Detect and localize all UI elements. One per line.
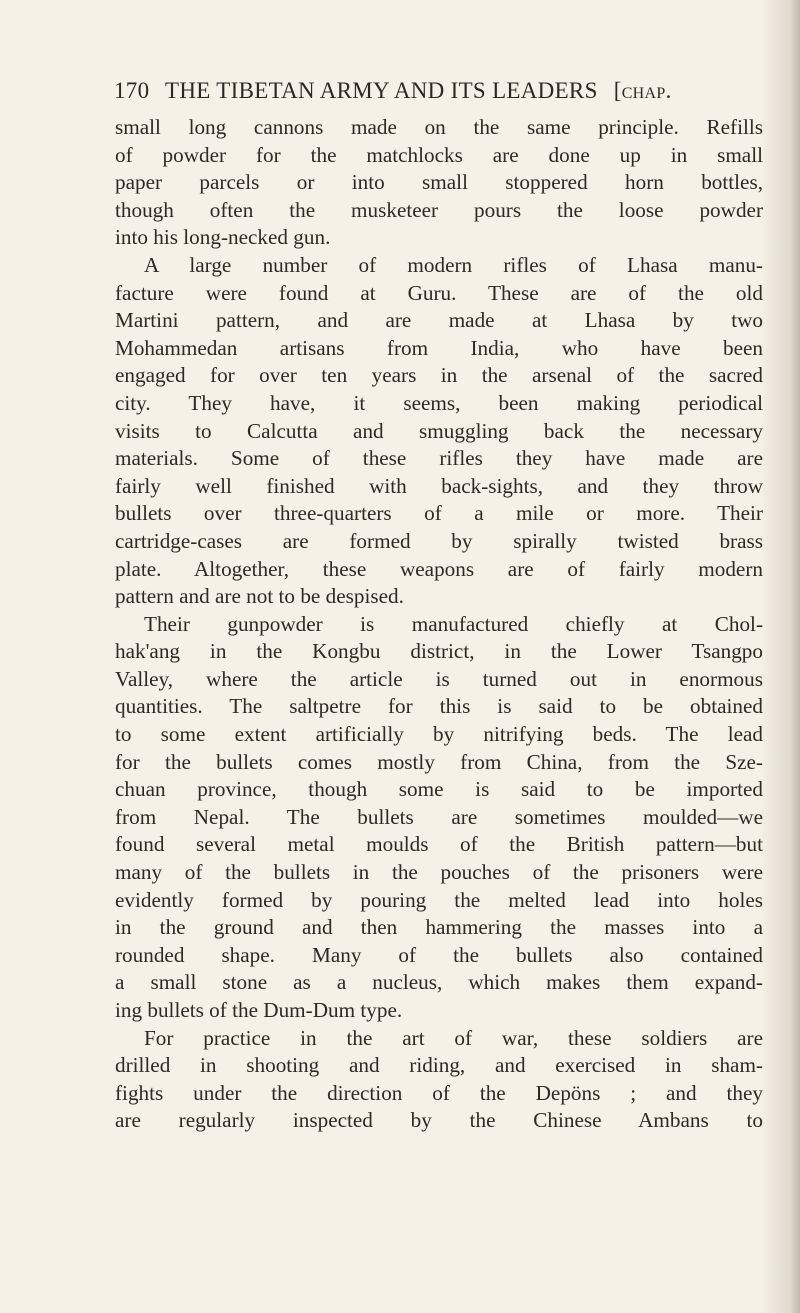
text-line: rounded shape. Many of the bullets also contained xyxy=(115,942,763,967)
body-text xyxy=(115,114,763,1135)
text-line: in the ground and then hammering the masses into a xyxy=(115,915,763,940)
text-line: For practice in the art of war, these soldiers are xyxy=(144,1025,763,1050)
text-line: fairly well finished with back-sights, and they throw xyxy=(115,473,763,498)
text-line: Valley, where the article is turned out in enormous xyxy=(115,666,763,691)
text-line: quantities. The saltpetre for this is said to be obtained xyxy=(115,694,763,719)
text-line: chuan province, though some is said to be imported xyxy=(115,777,763,802)
text-line: a small stone as a nucleus, which makes them expand- xyxy=(115,970,763,995)
text-line: into his long-necked gun. xyxy=(115,225,331,250)
text-line: are regularly inspected by the Chinese Ambans to xyxy=(115,1108,763,1133)
text-line: materials. Some of these rifles they have made are xyxy=(115,446,763,471)
text-line: small long cannons made on the same principle. Refills xyxy=(115,115,763,139)
text-line: of powder for the matchlocks are done up in small xyxy=(115,142,763,167)
text-line: engaged for over ten years in the arsenal of the sacred xyxy=(115,363,763,388)
text-line: city. They have, it seems, been making periodical xyxy=(115,390,763,415)
text-line: for the bullets comes mostly from China, from the Sze- xyxy=(115,749,763,774)
text-line: cartridge-cases are formed by spirally twisted brass xyxy=(115,528,763,553)
text-line: bullets over three-quarters of a mile or more. Their xyxy=(115,501,763,526)
text-line: facture were found at Guru. These are of the old xyxy=(115,280,763,305)
text-line: to some extent artificially by nitrifying beds. The lead xyxy=(115,722,763,747)
text-line: paper parcels or into small stoppered horn bottles, xyxy=(115,170,763,195)
text-line: A large number of modern rifles of Lhasa manu- xyxy=(144,252,763,277)
text-line: Their gunpowder is manufactured chiefly at Chol- xyxy=(144,611,763,636)
text-line: evidently formed by pouring the melted lead into holes xyxy=(115,887,763,912)
text-line: hak'ang in the Kongbu district, in the Lower Tsangpo xyxy=(115,639,763,664)
text-line: Martini pattern, and are made at Lhasa by two xyxy=(115,308,763,333)
text-line: fights under the direction of the Depöns ; and they xyxy=(115,1080,763,1105)
running-title: THE TIBETAN ARMY AND ITS LEADERS xyxy=(165,78,598,103)
text-line: drilled in shooting and riding, and exercised in sham- xyxy=(115,1053,763,1078)
page-number: 170 xyxy=(114,78,150,103)
text-line: visits to Calcutta and smuggling back the necessary xyxy=(115,418,763,443)
text-line: from Nepal. The bullets are sometimes moulded—we xyxy=(115,804,763,829)
text-line: many of the bullets in the pouches of the prisoners were xyxy=(115,860,763,885)
text-line: ing bullets of the Dum-Dum type. xyxy=(115,998,403,1022)
text-line: found several metal moulds of the British pattern—but xyxy=(115,832,763,857)
text-line: pattern and are not to be despised. xyxy=(115,584,404,609)
running-header xyxy=(114,78,764,104)
chapter-mark: [chap. xyxy=(613,78,672,103)
text-line: Mohammedan artisans from India, who have been xyxy=(115,335,763,360)
text-line: plate. Altogether, these weapons are of fairly modern xyxy=(115,556,763,581)
text-line: though often the musketeer pours the loose powder xyxy=(115,197,763,222)
